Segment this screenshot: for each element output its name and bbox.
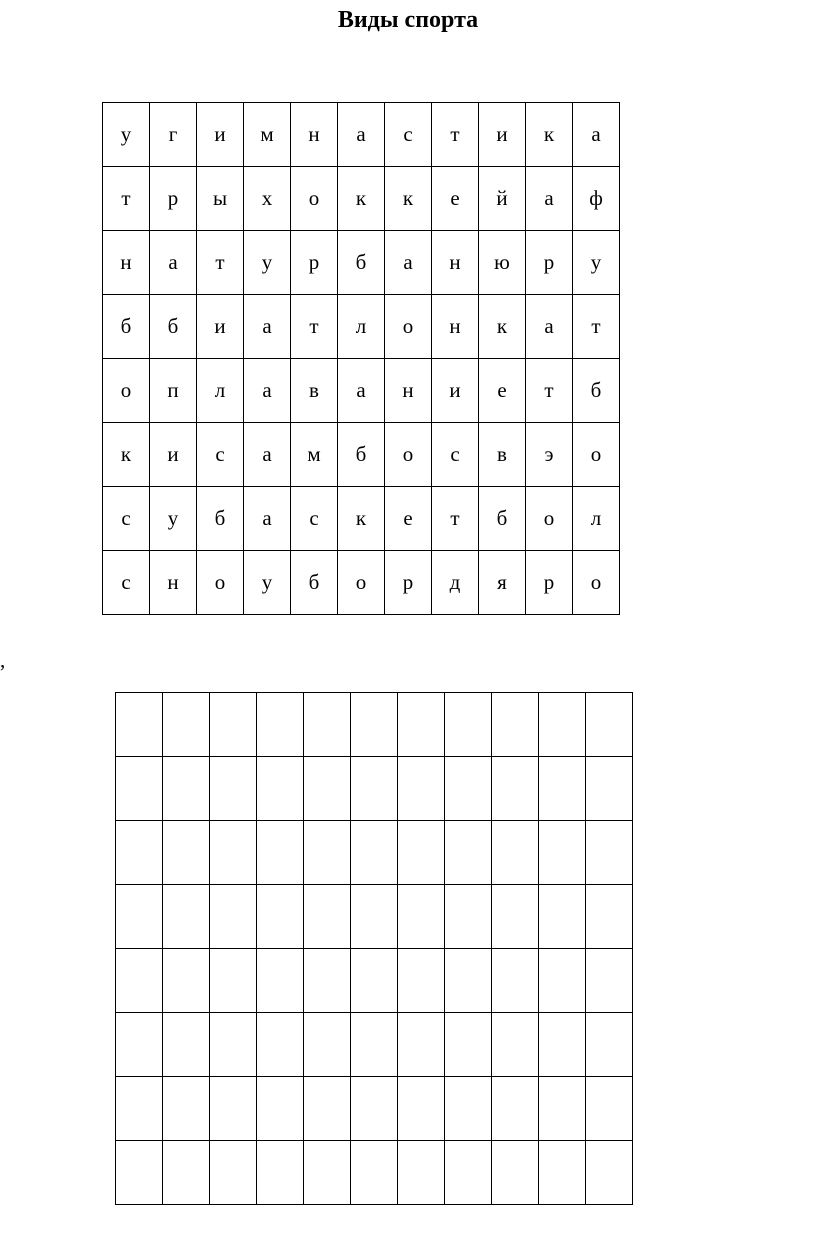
grid-cell[interactable]: а (338, 103, 385, 167)
answer-cell[interactable] (304, 757, 351, 821)
answer-cell[interactable] (539, 1077, 586, 1141)
answer-cell[interactable] (257, 949, 304, 1013)
answer-cell[interactable] (586, 885, 633, 949)
answer-cell[interactable] (492, 1141, 539, 1205)
answer-cell[interactable] (586, 1141, 633, 1205)
answer-cell[interactable] (492, 1077, 539, 1141)
answer-cell[interactable] (304, 1013, 351, 1077)
grid-cell[interactable]: о (573, 423, 620, 487)
grid-cell[interactable]: с (103, 551, 150, 615)
answer-cell[interactable] (492, 885, 539, 949)
answer-cell[interactable] (116, 693, 163, 757)
answer-cell[interactable] (398, 821, 445, 885)
answer-cell[interactable] (586, 949, 633, 1013)
answer-cell[interactable] (304, 949, 351, 1013)
answer-cell[interactable] (586, 821, 633, 885)
grid-cell[interactable]: т (103, 167, 150, 231)
grid-cell[interactable]: у (103, 103, 150, 167)
answer-cell[interactable] (163, 821, 210, 885)
grid-cell[interactable]: б (291, 551, 338, 615)
grid-cell[interactable]: й (479, 167, 526, 231)
answer-cell[interactable] (351, 1077, 398, 1141)
grid-cell[interactable]: н (432, 231, 479, 295)
grid-cell[interactable]: п (150, 359, 197, 423)
answer-cell[interactable] (539, 885, 586, 949)
grid-cell[interactable]: д (432, 551, 479, 615)
answer-cell[interactable] (304, 1141, 351, 1205)
grid-row (103, 103, 620, 167)
comma-mark: , (0, 648, 6, 672)
grid-cell[interactable]: у (573, 231, 620, 295)
grid-cell[interactable]: к (479, 295, 526, 359)
answer-cell[interactable] (398, 1141, 445, 1205)
answer-cell[interactable] (445, 1077, 492, 1141)
answer-cell[interactable] (304, 885, 351, 949)
answer-cell[interactable] (257, 821, 304, 885)
answer-cell[interactable] (398, 1077, 445, 1141)
grid-cell[interactable]: с (291, 487, 338, 551)
answer-cell[interactable] (116, 1013, 163, 1077)
answer-cell[interactable] (492, 693, 539, 757)
grid-cell[interactable]: о (291, 167, 338, 231)
answer-cell[interactable] (539, 821, 586, 885)
grid-cell[interactable]: а (573, 103, 620, 167)
answer-cell[interactable] (210, 885, 257, 949)
answer-row (116, 885, 633, 949)
answer-cell[interactable] (445, 1141, 492, 1205)
answer-cell[interactable] (398, 1013, 445, 1077)
answer-cell[interactable] (257, 885, 304, 949)
grid-row (103, 295, 620, 359)
page-title: Виды спорта (337, 7, 479, 33)
answer-row (116, 1013, 633, 1077)
grid-cell[interactable]: н (432, 295, 479, 359)
grid-cell[interactable]: и (197, 103, 244, 167)
answer-cell[interactable] (210, 1141, 257, 1205)
grid-cell[interactable]: б (150, 295, 197, 359)
answer-cell[interactable] (210, 949, 257, 1013)
answer-cell[interactable] (539, 1013, 586, 1077)
grid-cell[interactable]: к (526, 103, 573, 167)
grid-cell[interactable]: р (385, 551, 432, 615)
grid-cell[interactable]: а (526, 167, 573, 231)
grid-cell[interactable]: о (197, 551, 244, 615)
grid-cell[interactable]: м (244, 103, 291, 167)
grid-cell[interactable]: т (526, 359, 573, 423)
grid-cell[interactable]: л (573, 487, 620, 551)
answer-row (116, 757, 633, 821)
answer-row (116, 821, 633, 885)
grid-cell[interactable]: р (526, 551, 573, 615)
answer-cell[interactable] (116, 885, 163, 949)
answer-row (116, 1077, 633, 1141)
grid-cell[interactable]: л (197, 359, 244, 423)
grid-cell[interactable]: в (479, 423, 526, 487)
grid-cell[interactable]: а (338, 359, 385, 423)
answer-grid (115, 692, 633, 1205)
grid-cell[interactable]: с (103, 487, 150, 551)
answer-cell[interactable] (586, 1013, 633, 1077)
grid-cell[interactable]: в (291, 359, 338, 423)
answer-cell[interactable] (492, 821, 539, 885)
grid-cell[interactable]: и (479, 103, 526, 167)
grid-cell[interactable]: б (573, 359, 620, 423)
answer-cell[interactable] (257, 757, 304, 821)
grid-cell[interactable]: с (432, 423, 479, 487)
answer-cell[interactable] (210, 821, 257, 885)
answer-cell[interactable] (257, 1077, 304, 1141)
grid-cell[interactable]: н (385, 359, 432, 423)
grid-cell[interactable]: т (291, 295, 338, 359)
answer-row (116, 949, 633, 1013)
grid-row (103, 167, 620, 231)
grid-cell[interactable]: б (197, 487, 244, 551)
answer-cell[interactable] (163, 693, 210, 757)
grid-cell[interactable]: б (479, 487, 526, 551)
answer-cell[interactable] (163, 1013, 210, 1077)
word-search-grid (102, 102, 620, 615)
answer-cell[interactable] (116, 1077, 163, 1141)
grid-cell[interactable]: о (526, 487, 573, 551)
grid-cell[interactable]: р (291, 231, 338, 295)
answer-cell[interactable] (210, 757, 257, 821)
grid-cell[interactable]: а (244, 487, 291, 551)
answer-cell[interactable] (398, 949, 445, 1013)
grid-cell[interactable]: а (244, 423, 291, 487)
answer-cell[interactable] (445, 949, 492, 1013)
answer-cell[interactable] (492, 757, 539, 821)
grid-cell[interactable]: л (338, 295, 385, 359)
grid-cell[interactable]: я (479, 551, 526, 615)
answer-cell[interactable] (539, 949, 586, 1013)
grid-cell[interactable]: а (385, 231, 432, 295)
answer-cell[interactable] (257, 693, 304, 757)
grid-cell[interactable]: а (244, 359, 291, 423)
grid-cell[interactable]: э (526, 423, 573, 487)
grid-row (103, 423, 620, 487)
answer-cell[interactable] (398, 885, 445, 949)
grid-cell[interactable]: т (197, 231, 244, 295)
answer-cell[interactable] (351, 949, 398, 1013)
grid-cell[interactable]: у (244, 231, 291, 295)
answer-cell[interactable] (445, 1013, 492, 1077)
answer-cell[interactable] (351, 757, 398, 821)
answer-cell[interactable] (351, 885, 398, 949)
grid-cell[interactable]: и (150, 423, 197, 487)
answer-cell[interactable] (304, 821, 351, 885)
answer-cell[interactable] (445, 757, 492, 821)
answer-cell[interactable] (304, 1077, 351, 1141)
grid-cell[interactable]: т (432, 103, 479, 167)
grid-cell[interactable]: с (197, 423, 244, 487)
grid-cell[interactable]: б (338, 231, 385, 295)
answer-cell[interactable] (210, 1013, 257, 1077)
grid-cell[interactable]: е (479, 359, 526, 423)
answer-cell[interactable] (257, 1141, 304, 1205)
answer-cell[interactable] (163, 949, 210, 1013)
grid-cell[interactable]: н (291, 103, 338, 167)
answer-cell[interactable] (586, 693, 633, 757)
grid-row (103, 359, 620, 423)
grid-cell[interactable]: к (385, 167, 432, 231)
grid-cell[interactable]: ю (479, 231, 526, 295)
grid-cell[interactable]: к (338, 487, 385, 551)
answer-cell[interactable] (445, 693, 492, 757)
answer-cell[interactable] (351, 1141, 398, 1205)
answer-cell[interactable] (351, 1013, 398, 1077)
grid-row (103, 231, 620, 295)
grid-cell[interactable]: к (103, 423, 150, 487)
grid-cell[interactable]: б (103, 295, 150, 359)
grid-cell[interactable]: т (432, 487, 479, 551)
answer-cell[interactable] (116, 949, 163, 1013)
grid-cell[interactable]: н (150, 551, 197, 615)
answer-cell[interactable] (257, 1013, 304, 1077)
grid-cell[interactable]: т (573, 295, 620, 359)
answer-cell[interactable] (445, 821, 492, 885)
answer-cell[interactable] (586, 757, 633, 821)
answer-cell[interactable] (351, 693, 398, 757)
grid-cell[interactable]: и (432, 359, 479, 423)
grid-cell[interactable]: б (338, 423, 385, 487)
grid-cell[interactable]: и (197, 295, 244, 359)
grid-cell[interactable]: р (150, 167, 197, 231)
grid-cell[interactable]: е (432, 167, 479, 231)
answer-cell[interactable] (163, 1141, 210, 1205)
answer-cell[interactable] (210, 1077, 257, 1141)
grid-row (103, 551, 620, 615)
grid-cell[interactable]: о (385, 423, 432, 487)
grid-cell[interactable]: а (526, 295, 573, 359)
grid-cell[interactable]: к (338, 167, 385, 231)
answer-cell[interactable] (351, 821, 398, 885)
grid-cell[interactable]: м (291, 423, 338, 487)
grid-row (103, 487, 620, 551)
answer-row (116, 693, 633, 757)
answer-cell[interactable] (116, 1141, 163, 1205)
grid-cell[interactable]: о (573, 551, 620, 615)
grid-cell[interactable]: а (150, 231, 197, 295)
answer-cell[interactable] (445, 885, 492, 949)
answer-cell[interactable] (492, 949, 539, 1013)
answer-row (116, 1141, 633, 1205)
grid-cell[interactable]: ф (573, 167, 620, 231)
answer-cell[interactable] (163, 885, 210, 949)
grid-cell[interactable]: у (244, 551, 291, 615)
grid-cell[interactable]: о (103, 359, 150, 423)
grid-cell[interactable]: а (244, 295, 291, 359)
answer-cell[interactable] (539, 757, 586, 821)
answer-cell[interactable] (586, 1077, 633, 1141)
grid-cell[interactable]: р (526, 231, 573, 295)
answer-cell[interactable] (539, 693, 586, 757)
answer-cell[interactable] (116, 757, 163, 821)
grid-cell[interactable]: н (103, 231, 150, 295)
answer-cell[interactable] (163, 757, 210, 821)
grid-cell[interactable]: у (150, 487, 197, 551)
answer-cell[interactable] (210, 693, 257, 757)
grid-cell[interactable]: г (150, 103, 197, 167)
grid-cell[interactable]: х (244, 167, 291, 231)
grid-cell[interactable]: ы (197, 167, 244, 231)
grid-cell[interactable]: о (385, 295, 432, 359)
grid-cell[interactable]: о (338, 551, 385, 615)
answer-cell[interactable] (163, 1077, 210, 1141)
answer-cell[interactable] (116, 821, 163, 885)
grid-cell[interactable]: е (385, 487, 432, 551)
answer-cell[interactable] (398, 757, 445, 821)
grid-cell[interactable]: с (385, 103, 432, 167)
answer-cell[interactable] (539, 1141, 586, 1205)
answer-cell[interactable] (398, 693, 445, 757)
answer-cell[interactable] (304, 693, 351, 757)
answer-cell[interactable] (492, 1013, 539, 1077)
